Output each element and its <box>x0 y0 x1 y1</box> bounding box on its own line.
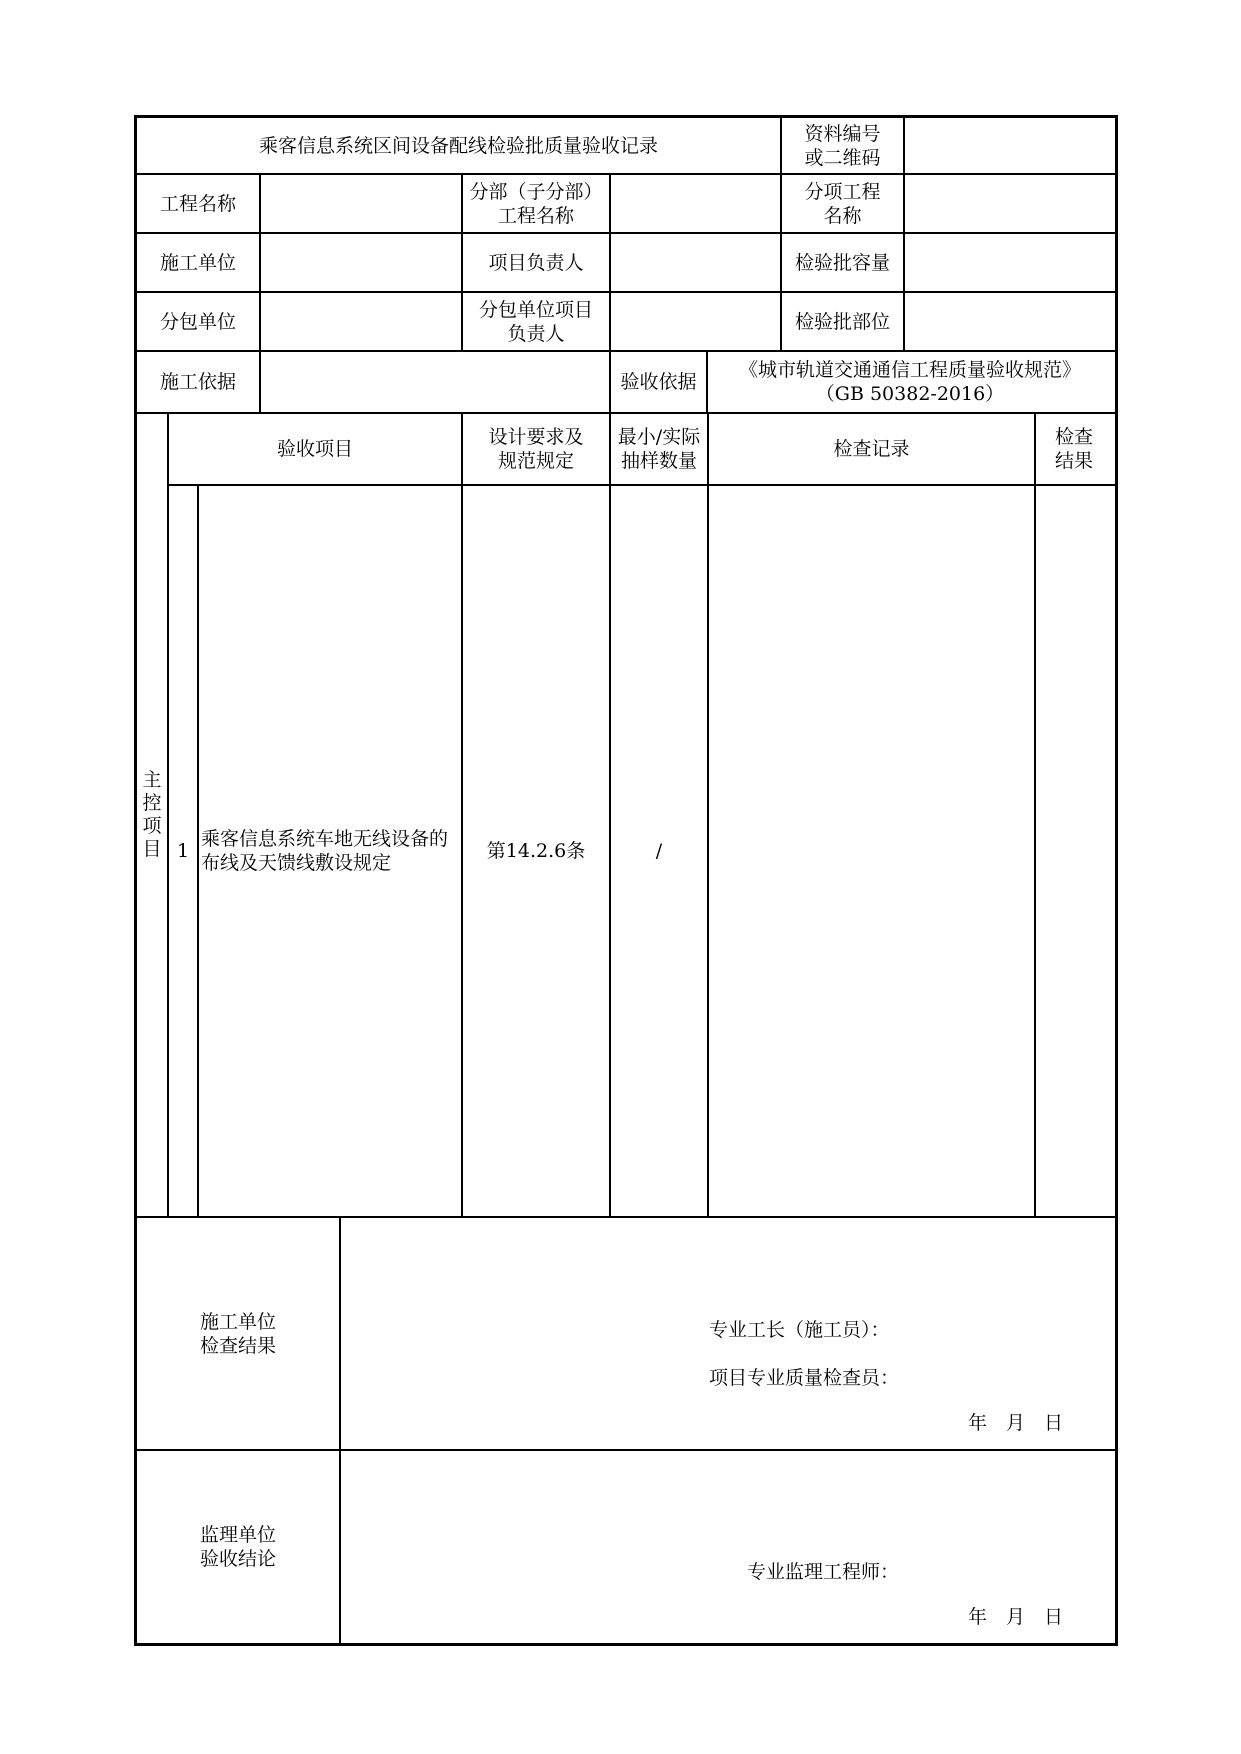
project-name-label: 工程名称 <box>159 192 236 215</box>
supervision-date: 年 月 日 <box>968 1606 1064 1628</box>
doc-code-field[interactable] <box>905 118 1112 173</box>
subcontractor-field[interactable] <box>261 293 461 350</box>
header-sample: 最小/实际 抽样数量 <box>617 426 701 472</box>
acceptance-form <box>134 115 1118 1646</box>
row-sample: / <box>655 840 663 862</box>
batch-capacity-label: 检验批容量 <box>794 251 890 274</box>
header-item: 验收项目 <box>276 438 353 460</box>
project-manager-field[interactable] <box>611 234 780 291</box>
sub-manager-field[interactable] <box>611 293 780 350</box>
contractor-field[interactable] <box>261 234 461 291</box>
acceptance-basis-label: 验收依据 <box>620 371 697 393</box>
batch-capacity-field[interactable] <box>905 234 1112 291</box>
quality-inspector-label: 项目专业质量检查员： <box>709 1367 900 1389</box>
construction-date: 年 月 日 <box>968 1412 1064 1434</box>
header-record: 检查记录 <box>833 438 910 460</box>
subitem-field[interactable] <box>905 175 1112 232</box>
construction-basis-label: 施工依据 <box>159 371 236 393</box>
subitem-label: 分项工程 名称 <box>804 180 881 227</box>
construction-basis-field[interactable] <box>261 352 609 412</box>
contractor-label: 施工单位 <box>159 251 236 274</box>
subdivision-field[interactable] <box>611 175 780 232</box>
row-requirement: 第14.2.6条 <box>486 840 586 862</box>
row-number: 1 <box>176 840 190 862</box>
doc-code-label: 资料编号 或二维码 <box>804 122 881 169</box>
main-control-label: 主 控 项 目 <box>142 769 162 860</box>
form-title: 乘客信息系统区间设备配线检验批质量验收记录 <box>258 134 658 157</box>
supervision-label: 监理单位 验收结论 <box>199 1524 276 1570</box>
subdivision-label: 分部（子分部） 工程名称 <box>469 180 603 227</box>
project-name-field[interactable] <box>261 175 461 232</box>
construction-check-label: 施工单位 检查结果 <box>199 1310 276 1357</box>
row-record-field[interactable] <box>709 486 1034 1216</box>
foreman-label: 专业工长（施工员）： <box>709 1319 890 1341</box>
row-result-field[interactable] <box>1036 486 1112 1216</box>
acceptance-basis-value: 《城市轨道交通通信工程质量验收规范》 （GB 50382-2016） <box>738 359 1081 405</box>
header-requirement: 设计要求及 规范规定 <box>488 426 584 472</box>
sub-manager-label: 分包单位项目 负责人 <box>478 298 593 345</box>
project-manager-label: 项目负责人 <box>488 251 584 274</box>
header-result: 检查 结果 <box>1054 426 1093 472</box>
batch-location-label: 检验批部位 <box>794 310 890 333</box>
supervision-engineer-label: 专业监理工程师： <box>747 1561 900 1583</box>
row-item: 乘客信息系统车地无线设备的布线及天馈线敷设规定 <box>201 828 449 874</box>
subcontractor-label: 分包单位 <box>159 310 236 333</box>
batch-location-field[interactable] <box>905 293 1112 350</box>
